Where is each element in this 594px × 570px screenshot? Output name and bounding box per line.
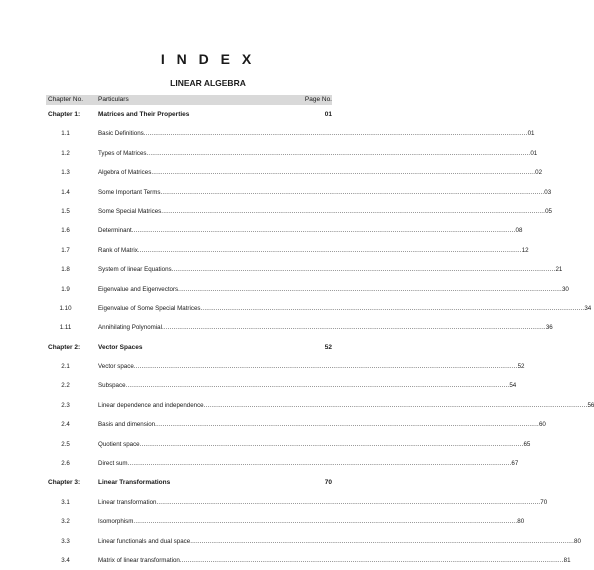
entry-line — [98, 376, 517, 395]
entry-line — [98, 551, 571, 570]
leader-dots: ........................................................................................................................................................................................................ — [131, 227, 516, 235]
entry-title: Some Special Matrices — [98, 207, 162, 215]
entry-line — [98, 163, 543, 182]
entry-number: 3.1 — [61, 498, 70, 506]
entry-number: 3.3 — [61, 537, 70, 545]
chapter-row — [46, 338, 332, 357]
entry-page: 52 — [517, 363, 525, 371]
entry-line — [98, 493, 548, 512]
entry-line — [98, 280, 569, 299]
entry-number: 1.7 — [61, 246, 70, 254]
entry-line — [98, 221, 523, 240]
entry-page: 60 — [538, 421, 546, 429]
entry-number: 2.2 — [61, 382, 70, 390]
entry-page: 01 — [530, 149, 538, 157]
section-row — [46, 183, 552, 202]
leader-dots: ........................................................................................................................................................................................................ — [133, 363, 518, 371]
entry-title: Isomorphism — [98, 518, 134, 526]
section-row — [46, 512, 525, 531]
index-rows — [46, 105, 594, 570]
section-row — [46, 454, 519, 473]
entry-title: Subspace — [98, 382, 126, 390]
entry-line — [98, 454, 519, 473]
section-row — [46, 396, 594, 415]
leader-dots: ........................................................................................................................................................................................................ — [156, 498, 541, 506]
entry-page: 70 — [540, 498, 548, 506]
entry-line — [98, 241, 529, 260]
section-row — [46, 415, 546, 434]
entry-title: Basis and dimension — [98, 421, 156, 429]
section-row — [46, 260, 563, 279]
index-subtitle: LINEAR ALGEBRA — [170, 78, 246, 88]
section-row — [46, 241, 529, 260]
entry-number: 1.5 — [61, 207, 70, 215]
entry-title: Linear Transformations — [98, 479, 171, 487]
entry-title: Linear dependence and independence — [98, 401, 204, 409]
entry-number: Chapter 2: — [48, 343, 81, 351]
entry-page: 01 — [324, 111, 332, 118]
leader-dots: ........................................................................................................................................................................................................ — [200, 304, 585, 312]
entry-title: System of linear Equations — [98, 266, 172, 274]
leader-dots: ........................................................................................................................................................................................................ — [171, 266, 556, 274]
entry-number: 1.4 — [61, 188, 70, 196]
entry-page: 36 — [545, 324, 553, 332]
entry-number: 1.1 — [61, 130, 70, 138]
entry-title: Vector Spaces — [98, 343, 143, 351]
leader-dots: ........................................................................................................................................................................................................ — [139, 440, 524, 448]
entry-page: 02 — [535, 169, 543, 177]
entry-page: 54 — [509, 382, 517, 390]
chapter-row — [46, 105, 332, 124]
entry-title: Rank of Matrix — [98, 246, 138, 254]
entry-page: 30 — [561, 285, 569, 293]
entry-title: Annihilating Polynomial — [98, 324, 162, 332]
index-table-header — [46, 95, 332, 105]
entry-page: 67 — [511, 460, 519, 468]
entry-line — [98, 396, 594, 415]
leader-dots: ........................................................................................................................................................................................................ — [161, 207, 546, 215]
entry-line — [98, 318, 553, 337]
entry-page: 12 — [521, 246, 529, 254]
entry-line — [98, 202, 552, 221]
entry-number: Chapter 1: — [48, 111, 81, 118]
entry-title: Some Important Terms — [98, 188, 161, 196]
section-row — [46, 124, 535, 143]
leader-dots: ........................................................................................................................................................................................................ — [161, 324, 546, 332]
entry-title: Matrices and Their Properties — [98, 111, 190, 118]
entry-title: Basic Definitions — [98, 130, 144, 138]
entry-page: 03 — [544, 188, 552, 196]
entry-line — [98, 299, 592, 318]
header-page-no: Page No. — [304, 96, 332, 103]
entry-page: 65 — [523, 440, 531, 448]
entry-line — [98, 532, 581, 551]
leader-dots: ........................................................................................................................................................................................................ — [179, 556, 564, 564]
leader-dots: ........................................................................................................................................................................................................ — [133, 518, 518, 526]
entry-page: 05 — [545, 207, 552, 215]
section-row — [46, 551, 571, 570]
entry-title: Eigenvalue of Some Special Matrices — [98, 304, 201, 312]
entry-number: 2.5 — [61, 440, 70, 448]
entry-line — [98, 473, 332, 492]
entry-page: 08 — [515, 227, 523, 235]
entry-number: 3.4 — [61, 556, 70, 564]
entry-page: 80 — [517, 518, 525, 526]
section-row — [46, 299, 592, 318]
leader-dots: ........................................................................................................................................................................................................ — [178, 285, 562, 293]
entry-number: 1.8 — [61, 266, 70, 274]
entry-title: Direct sum — [98, 460, 128, 468]
entry-number: 3.2 — [61, 518, 70, 526]
entry-number: 2.3 — [61, 401, 70, 409]
leader-dots: ........................................................................................................................................................................................................ — [127, 460, 512, 468]
section-row — [46, 376, 517, 395]
leader-dots: ........................................................................................................................................................................................................ — [143, 130, 528, 138]
section-row — [46, 318, 553, 337]
entry-page: 70 — [324, 479, 332, 487]
entry-title: Linear functionals and dual space — [98, 537, 191, 545]
leader-dots: ........................................................................................................................................................................................................ — [155, 421, 539, 429]
leader-dots: ........................................................................................................................................................................................................ — [151, 169, 536, 177]
entry-title: Matrix of linear transformation — [98, 556, 180, 564]
entry-number: 1.6 — [61, 227, 70, 235]
section-row — [46, 357, 525, 376]
entry-title: Vector space — [98, 363, 134, 371]
leader-dots: ........................................................................................................................................................................................................ — [137, 246, 522, 254]
entry-page: 21 — [555, 266, 563, 274]
entry-line — [98, 105, 332, 124]
chapter-row — [46, 473, 332, 492]
entry-number: 1.3 — [61, 169, 70, 177]
leader-dots: ........................................................................................................................................................................................................ — [160, 188, 545, 196]
entry-line — [98, 260, 563, 279]
section-row — [46, 493, 548, 512]
entry-line — [98, 183, 552, 202]
entry-number: 2.4 — [61, 421, 70, 429]
entry-number: 1.11 — [59, 324, 72, 332]
entry-title: Eigenvalue and Eigenvectors — [98, 285, 179, 293]
entry-page: 80 — [574, 537, 581, 545]
section-row — [46, 163, 543, 182]
entry-page: 34 — [584, 304, 592, 312]
entry-page: 52 — [324, 343, 332, 351]
entry-line — [98, 415, 546, 434]
index-table — [46, 95, 594, 570]
entry-page: 81 — [563, 556, 571, 564]
entry-title: Determinant — [98, 227, 132, 235]
entry-line — [98, 435, 531, 454]
entry-line — [98, 512, 525, 531]
entry-line — [98, 144, 538, 163]
section-row — [46, 202, 552, 221]
entry-number: 2.1 — [61, 363, 70, 371]
entry-line — [98, 357, 525, 376]
entry-number: Chapter 3: — [48, 479, 81, 487]
leader-dots: ........................................................................................................................................................................................................ — [190, 537, 575, 545]
entry-line — [98, 124, 535, 143]
leader-dots: ........................................................................................................................................................................................................ — [203, 401, 588, 409]
section-row — [46, 144, 538, 163]
section-row — [46, 435, 531, 454]
entry-title: Types of Matrices — [98, 149, 147, 157]
header-chapter-no: Chapter No. — [48, 96, 84, 103]
entry-page: 01 — [527, 130, 535, 138]
entry-number: 2.6 — [61, 460, 70, 468]
entry-title: Quotient space — [98, 440, 140, 448]
entry-title: Linear transformation — [98, 498, 157, 506]
leader-dots: ........................................................................................................................................................................................................ — [125, 382, 510, 390]
entry-title: Algebra of Matrices — [98, 169, 152, 177]
page-title: I N D E X — [160, 51, 256, 67]
section-row — [46, 221, 523, 240]
entry-number: 1.9 — [61, 285, 70, 293]
entry-number: 1.10 — [59, 304, 72, 312]
entry-line — [98, 338, 332, 357]
section-row — [46, 280, 569, 299]
header-particulars: Particulars — [98, 96, 129, 103]
entry-number: 1.2 — [61, 149, 70, 157]
entry-page: 56 — [587, 401, 594, 409]
section-row — [46, 532, 581, 551]
leader-dots: ........................................................................................................................................................................................................ — [146, 149, 531, 157]
